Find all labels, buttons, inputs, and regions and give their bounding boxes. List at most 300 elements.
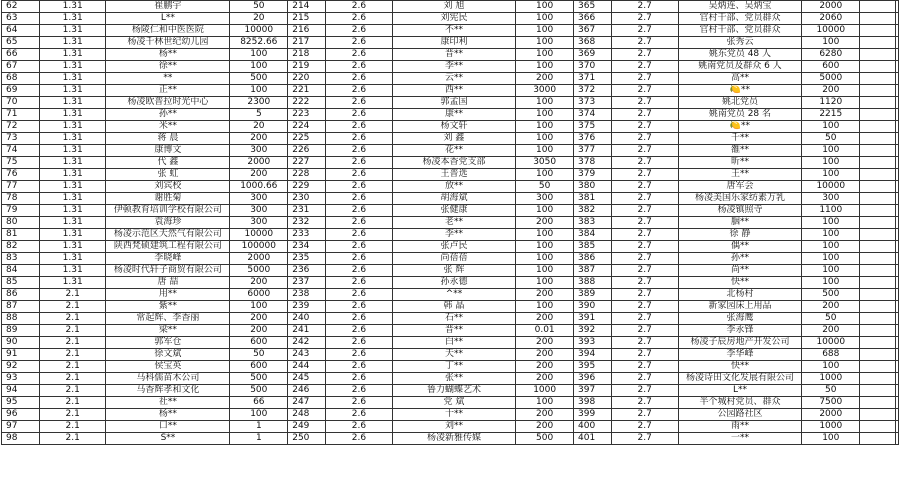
amount-cell: 100 — [516, 169, 574, 181]
index-cell: 233 — [288, 229, 326, 241]
empty-cell — [895, 361, 898, 373]
table-row — [2, 1, 899, 13]
index-cell: 63 — [2, 13, 40, 25]
date-cell: 2.6 — [326, 385, 393, 397]
date-cell: 2.1 — [39, 385, 106, 397]
amount-cell: 100 — [516, 229, 574, 241]
index-cell: 89 — [2, 325, 40, 337]
donor-cell: 蒋 晨 — [106, 133, 230, 145]
date-cell: 2.7 — [611, 421, 678, 433]
donor-cell: 李** — [392, 229, 516, 241]
index-cell: 88 — [2, 313, 40, 325]
amount-cell: 100 — [516, 133, 574, 145]
donor-cell: L** — [678, 385, 802, 397]
date-cell: 2.7 — [611, 253, 678, 265]
index-cell: 224 — [288, 121, 326, 133]
index-cell: 95 — [2, 397, 40, 409]
date-cell: 2.6 — [326, 397, 393, 409]
donor-cell: 陕西梵硕建筑工程有限公司 — [106, 241, 230, 253]
date-cell: 2.7 — [611, 49, 678, 61]
index-cell: 394 — [574, 349, 612, 361]
amount-cell: 200 — [516, 361, 574, 373]
index-cell: 374 — [574, 109, 612, 121]
date-cell: 2.6 — [326, 301, 393, 313]
empty-cell — [860, 313, 896, 325]
amount-cell: 1 — [230, 421, 288, 433]
amount-cell: 200 — [230, 133, 288, 145]
index-cell: 62 — [2, 1, 40, 13]
empty-cell — [860, 61, 896, 73]
donor-cell: 鲁力蝴蝶艺术 — [392, 385, 516, 397]
empty-cell — [895, 97, 898, 109]
index-cell: 80 — [2, 217, 40, 229]
index-cell: 243 — [288, 349, 326, 361]
date-cell: 2.6 — [326, 1, 393, 13]
donor-cell: 张卢民 — [392, 241, 516, 253]
amount-cell: 200 — [230, 325, 288, 337]
empty-cell — [860, 193, 896, 205]
table-row — [2, 97, 899, 109]
index-cell: 67 — [2, 61, 40, 73]
donor-cell: 米** — [106, 121, 230, 133]
table-row — [2, 337, 899, 349]
donor-cell: 张** — [392, 373, 516, 385]
empty-cell — [895, 205, 898, 217]
table-row — [2, 181, 899, 193]
donor-cell: 花** — [392, 145, 516, 157]
index-cell: 74 — [2, 145, 40, 157]
index-cell: 393 — [574, 337, 612, 349]
amount-cell: 5000 — [802, 73, 860, 85]
index-cell: 366 — [574, 13, 612, 25]
donor-cell: 张 辉 — [392, 265, 516, 277]
index-cell: 69 — [2, 85, 40, 97]
date-cell: 2.6 — [326, 49, 393, 61]
date-cell: 2.7 — [611, 109, 678, 121]
date-cell: 1.31 — [39, 193, 106, 205]
empty-cell — [895, 337, 898, 349]
amount-cell: 200 — [516, 289, 574, 301]
index-cell: 234 — [288, 241, 326, 253]
empty-cell — [860, 85, 896, 97]
date-cell: 2.6 — [326, 313, 393, 325]
index-cell: 396 — [574, 373, 612, 385]
date-cell: 2.6 — [326, 109, 393, 121]
index-cell: 232 — [288, 217, 326, 229]
donor-cell: 常起辉、李香丽 — [106, 313, 230, 325]
table-row — [2, 61, 899, 73]
amount-cell: 5 — [230, 109, 288, 121]
date-cell: 2.7 — [611, 169, 678, 181]
amount-cell: 20 — [230, 13, 288, 25]
index-cell: 91 — [2, 349, 40, 361]
amount-cell: 2000 — [802, 1, 860, 13]
donor-cell: 尚蓓蓓 — [392, 253, 516, 265]
amount-cell: 100 — [516, 25, 574, 37]
table-row — [2, 217, 899, 229]
amount-cell: 100 — [230, 61, 288, 73]
empty-cell — [860, 373, 896, 385]
index-cell: 82 — [2, 241, 40, 253]
index-cell: 93 — [2, 373, 40, 385]
empty-cell — [895, 181, 898, 193]
empty-cell — [860, 73, 896, 85]
donor-cell: 张秀云 — [678, 37, 802, 49]
donor-cell: 杨** — [106, 49, 230, 61]
date-cell: 2.7 — [611, 325, 678, 337]
date-cell: 2.7 — [611, 181, 678, 193]
index-cell: 231 — [288, 205, 326, 217]
amount-cell: 500 — [230, 385, 288, 397]
empty-cell — [860, 421, 896, 433]
index-cell: 90 — [2, 337, 40, 349]
date-cell: 2.6 — [326, 13, 393, 25]
donor-cell: 刘宪民 — [392, 13, 516, 25]
amount-cell: 100 — [802, 121, 860, 133]
amount-cell: 50 — [230, 1, 288, 13]
amount-cell: 300 — [230, 193, 288, 205]
donor-cell: 马科儒苗木公司 — [106, 373, 230, 385]
index-cell: 97 — [2, 421, 40, 433]
amount-cell: 5000 — [230, 265, 288, 277]
amount-cell: 200 — [802, 301, 860, 313]
empty-cell — [895, 385, 898, 397]
amount-cell: 600 — [230, 361, 288, 373]
amount-cell: 200 — [516, 349, 574, 361]
donor-cell: 侯宝英 — [106, 361, 230, 373]
date-cell: 2.6 — [326, 229, 393, 241]
amount-cell: 100 — [516, 265, 574, 277]
date-cell: 1.31 — [39, 277, 106, 289]
date-cell: 2.6 — [326, 181, 393, 193]
table-row — [2, 301, 899, 313]
empty-cell — [895, 373, 898, 385]
index-cell: 391 — [574, 313, 612, 325]
date-cell: 2.7 — [611, 85, 678, 97]
date-cell: 1.31 — [39, 169, 106, 181]
amount-cell: 200 — [516, 409, 574, 421]
donor-cell: 代 鑫 — [106, 157, 230, 169]
date-cell: 2.7 — [611, 1, 678, 13]
amount-cell: 100 — [516, 37, 574, 49]
empty-cell — [860, 133, 896, 145]
date-cell: 2.7 — [611, 133, 678, 145]
index-cell: 216 — [288, 25, 326, 37]
empty-cell — [860, 157, 896, 169]
donor-cell: 徐 静 — [678, 229, 802, 241]
amount-cell: 100 — [516, 49, 574, 61]
date-cell: 2.1 — [39, 325, 106, 337]
date-cell: 1.31 — [39, 253, 106, 265]
amount-cell: 3050 — [516, 157, 574, 169]
date-cell: 1.31 — [39, 121, 106, 133]
amount-cell: 100000 — [230, 241, 288, 253]
date-cell: 2.6 — [326, 121, 393, 133]
empty-cell — [895, 217, 898, 229]
amount-cell: 1000 — [516, 385, 574, 397]
index-cell: 96 — [2, 409, 40, 421]
donor-cell: 马香辉孝和文化 — [106, 385, 230, 397]
index-cell: 220 — [288, 73, 326, 85]
donor-cell: 杨凌示范区天然气有限公司 — [106, 229, 230, 241]
date-cell: 2.1 — [39, 361, 106, 373]
date-cell: 2.7 — [611, 409, 678, 421]
empty-cell — [860, 229, 896, 241]
donor-cell: 党 斌 — [392, 397, 516, 409]
donor-cell: 王** — [678, 169, 802, 181]
index-cell: 379 — [574, 169, 612, 181]
index-cell: 241 — [288, 325, 326, 337]
amount-cell: 66 — [230, 397, 288, 409]
empty-cell — [860, 253, 896, 265]
date-cell: 1.31 — [39, 61, 106, 73]
donor-cell: 张海鹰 — [678, 313, 802, 325]
amount-cell: 6000 — [230, 289, 288, 301]
donor-cell: 杨凌镇照寺 — [678, 205, 802, 217]
donor-cell: 胭** — [678, 217, 802, 229]
donor-cell: 孙** — [678, 253, 802, 265]
index-cell: 223 — [288, 109, 326, 121]
index-cell: 369 — [574, 49, 612, 61]
date-cell: 2.6 — [326, 145, 393, 157]
amount-cell: 688 — [802, 349, 860, 361]
amount-cell: 1000 — [802, 373, 860, 385]
index-cell: 219 — [288, 61, 326, 73]
date-cell: 2.6 — [326, 253, 393, 265]
amount-cell: 200 — [802, 325, 860, 337]
index-cell: 218 — [288, 49, 326, 61]
donor-cell: L** — [106, 13, 230, 25]
empty-cell — [860, 325, 896, 337]
date-cell: 1.31 — [39, 229, 106, 241]
date-cell: 2.1 — [39, 313, 106, 325]
amount-cell: 200 — [516, 313, 574, 325]
index-cell: 85 — [2, 277, 40, 289]
donor-cell: 李** — [392, 61, 516, 73]
index-cell: 250 — [288, 433, 326, 445]
empty-cell — [860, 49, 896, 61]
date-cell: 2.1 — [39, 301, 106, 313]
date-cell: 2.7 — [611, 337, 678, 349]
donor-cell: 杨凌美国乐家纺素万乳 — [678, 193, 802, 205]
donor-cell: 徐** — [106, 61, 230, 73]
index-cell: 371 — [574, 73, 612, 85]
date-cell: 1.31 — [39, 37, 106, 49]
amount-cell: 200 — [230, 313, 288, 325]
index-cell: 227 — [288, 157, 326, 169]
index-cell: 390 — [574, 301, 612, 313]
empty-cell — [895, 277, 898, 289]
donor-cell: 一** — [678, 433, 802, 445]
empty-cell — [860, 361, 896, 373]
date-cell: 2.6 — [326, 373, 393, 385]
index-cell: 389 — [574, 289, 612, 301]
amount-cell: 50 — [802, 385, 860, 397]
date-cell: 2.6 — [326, 169, 393, 181]
empty-cell — [860, 109, 896, 121]
amount-cell: 600 — [802, 61, 860, 73]
index-cell: 83 — [2, 253, 40, 265]
donor-cell: 杨凌千林世纪幼儿园 — [106, 37, 230, 49]
donor-cell: 康博文 — [106, 145, 230, 157]
table-row — [2, 133, 899, 145]
donor-cell: 刘 鑫 — [392, 133, 516, 145]
date-cell: 1.31 — [39, 25, 106, 37]
donor-cell: 刘** — [392, 421, 516, 433]
table-row — [2, 205, 899, 217]
date-cell: 2.7 — [611, 61, 678, 73]
table-row — [2, 169, 899, 181]
amount-cell: 200 — [230, 277, 288, 289]
date-cell: 1.31 — [39, 157, 106, 169]
amount-cell: 100 — [802, 253, 860, 265]
date-cell: 2.6 — [326, 205, 393, 217]
empty-cell — [860, 181, 896, 193]
donor-cell: 韩 晶 — [392, 301, 516, 313]
index-cell: 248 — [288, 409, 326, 421]
date-cell: 2.6 — [326, 193, 393, 205]
donor-cell: 唐 喆 — [106, 277, 230, 289]
index-cell: 64 — [2, 25, 40, 37]
donor-cell: 李华峰 — [678, 349, 802, 361]
amount-cell: 100 — [230, 85, 288, 97]
amount-cell: 1000.66 — [230, 181, 288, 193]
donor-cell: 🍋** — [678, 121, 802, 133]
donor-cell: 用** — [106, 289, 230, 301]
empty-cell — [895, 85, 898, 97]
date-cell: 2.7 — [611, 265, 678, 277]
empty-cell — [860, 169, 896, 181]
donor-cell: 伊顿教育培训学校有限公司 — [106, 205, 230, 217]
donor-cell: 石** — [392, 313, 516, 325]
donor-cell: 正** — [106, 85, 230, 97]
donor-cell: 孙永德 — [392, 277, 516, 289]
index-cell: 368 — [574, 37, 612, 49]
donor-cell: 杨凌诗田文化发展有限公司 — [678, 373, 802, 385]
amount-cell: 100 — [516, 1, 574, 13]
amount-cell: 2215 — [802, 109, 860, 121]
donor-cell: 偶** — [678, 241, 802, 253]
index-cell: 365 — [574, 1, 612, 13]
amount-cell: 2060 — [802, 13, 860, 25]
donor-cell: 不** — [392, 25, 516, 37]
donor-cell: 杨文轩 — [392, 121, 516, 133]
amount-cell: 7500 — [802, 397, 860, 409]
empty-cell — [860, 217, 896, 229]
empty-cell — [895, 73, 898, 85]
table-row — [2, 385, 899, 397]
donor-cell: 杨** — [106, 409, 230, 421]
index-cell: 246 — [288, 385, 326, 397]
empty-cell — [895, 121, 898, 133]
donor-cell: 张 虹 — [106, 169, 230, 181]
table-row — [2, 229, 899, 241]
empty-cell — [860, 397, 896, 409]
index-cell: 228 — [288, 169, 326, 181]
date-cell: 1.31 — [39, 133, 106, 145]
donor-cell: 尚** — [678, 265, 802, 277]
index-cell: 384 — [574, 229, 612, 241]
date-cell: 2.7 — [611, 97, 678, 109]
index-cell: 72 — [2, 121, 40, 133]
donor-cell: 孙** — [106, 109, 230, 121]
index-cell: 71 — [2, 109, 40, 121]
amount-cell: 2000 — [230, 157, 288, 169]
empty-cell — [895, 25, 898, 37]
date-cell: 2.7 — [611, 289, 678, 301]
index-cell: 383 — [574, 217, 612, 229]
amount-cell: 20 — [230, 121, 288, 133]
amount-cell: 1120 — [802, 97, 860, 109]
amount-cell: 200 — [516, 337, 574, 349]
amount-cell: 2000 — [230, 253, 288, 265]
index-cell: 242 — [288, 337, 326, 349]
date-cell: 2.6 — [326, 433, 393, 445]
date-cell: 2.6 — [326, 97, 393, 109]
donor-cell: 康印利 — [392, 37, 516, 49]
amount-cell: 10000 — [802, 181, 860, 193]
date-cell: 2.7 — [611, 349, 678, 361]
index-cell: 221 — [288, 85, 326, 97]
amount-cell: 300 — [230, 205, 288, 217]
empty-cell — [860, 289, 896, 301]
index-cell: 385 — [574, 241, 612, 253]
amount-cell: 100 — [516, 253, 574, 265]
index-cell: 68 — [2, 73, 40, 85]
date-cell: 2.6 — [326, 73, 393, 85]
date-cell: 2.7 — [611, 37, 678, 49]
date-cell: 2.7 — [611, 145, 678, 157]
amount-cell: 100 — [802, 157, 860, 169]
date-cell: 2.7 — [611, 241, 678, 253]
index-cell: 247 — [288, 397, 326, 409]
donor-cell: 刘 旭 — [392, 1, 516, 13]
date-cell: 1.31 — [39, 85, 106, 97]
date-cell: 2.7 — [611, 361, 678, 373]
index-cell: 229 — [288, 181, 326, 193]
date-cell: 2.7 — [611, 301, 678, 313]
amount-cell: 500 — [230, 373, 288, 385]
amount-cell: 2000 — [802, 409, 860, 421]
date-cell: 2.6 — [326, 265, 393, 277]
donor-cell: 李晓峰 — [106, 253, 230, 265]
date-cell: 2.6 — [326, 25, 393, 37]
donor-cell: 云** — [392, 73, 516, 85]
donor-cell: 袁海珍 — [106, 217, 230, 229]
empty-cell — [895, 37, 898, 49]
amount-cell: 1000 — [802, 421, 860, 433]
empty-cell — [895, 289, 898, 301]
index-cell: 370 — [574, 61, 612, 73]
empty-cell — [860, 145, 896, 157]
donor-cell: 杨凌时代轩子商贸有限公司 — [106, 265, 230, 277]
amount-cell: 100 — [516, 13, 574, 25]
table-row — [2, 313, 899, 325]
index-cell: 230 — [288, 193, 326, 205]
donation-table — [1, 0, 899, 445]
amount-cell: 200 — [516, 217, 574, 229]
index-cell: 73 — [2, 133, 40, 145]
index-cell: 76 — [2, 169, 40, 181]
amount-cell: 100 — [516, 397, 574, 409]
donor-cell: 官村干部、党员群众 — [678, 13, 802, 25]
index-cell: 387 — [574, 265, 612, 277]
donor-cell: 刘宾校 — [106, 181, 230, 193]
date-cell: 1.31 — [39, 49, 106, 61]
date-cell: 2.6 — [326, 133, 393, 145]
amount-cell: 100 — [802, 241, 860, 253]
amount-cell: 100 — [802, 37, 860, 49]
